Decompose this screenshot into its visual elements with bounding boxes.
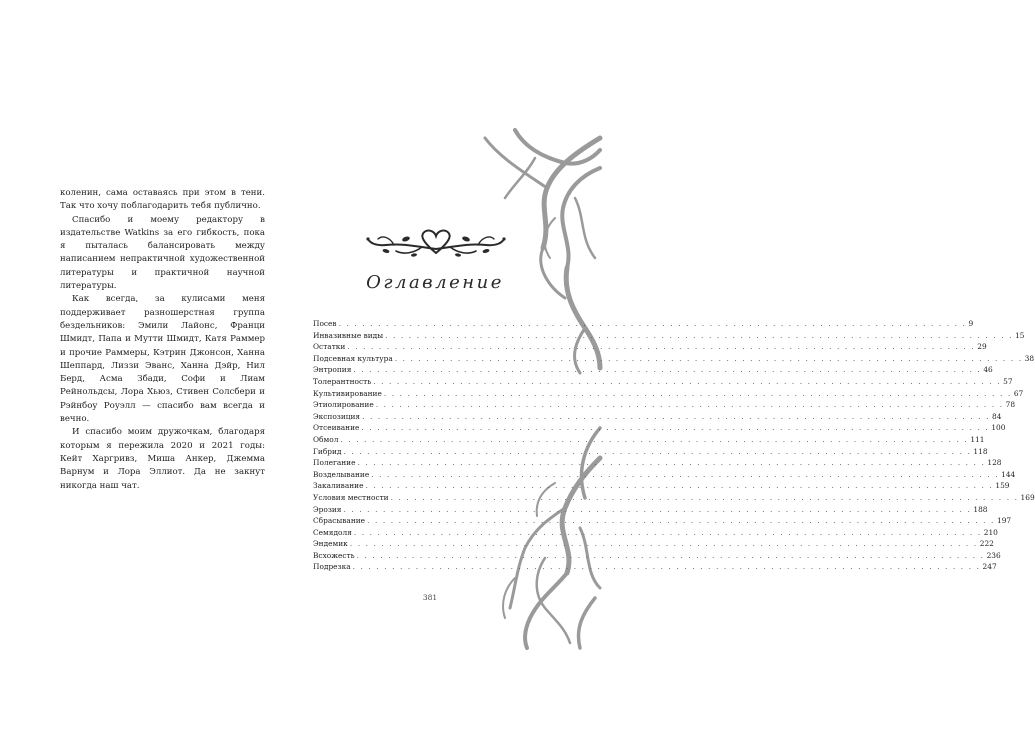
toc-entry-page: 210 (983, 527, 998, 537)
toc-entry-title: Семядоля (313, 527, 352, 537)
toc-entry (313, 341, 987, 353)
toc-entry-page: 67 (1013, 388, 1024, 398)
toc-entry (313, 422, 1006, 434)
toc-entry (313, 376, 1013, 388)
toc-entry-title: Эндемик (313, 539, 348, 549)
toc-entry-page: 38 (1024, 353, 1035, 363)
toc-leader-dots: . . . . . . . . . . . . . . . . . . . . . . . . . . . . . . . . . . . . . . . . . . . . . . . . . . . . . . . . . . . . . . . . . . . . . . . . . . . . . . . . (349, 539, 978, 549)
toc-entry (313, 515, 1012, 527)
toc-leader-dots: . . . . . . . . . . . . . . . . . . . . . . . . . . . . . . . . . . . . . . . . . . . . . . . . . . . . . . . . . . . . . . . . . . . . . . . . . . . . . . . . (367, 516, 995, 526)
toc-entry-title: Закаливание (313, 481, 364, 491)
toc-entry-page: 169 (1020, 492, 1035, 502)
toc-entry-page: 78 (1005, 400, 1016, 410)
toc-leader-dots: . . . . . . . . . . . . . . . . . . . . . . . . . . . . . . . . . . . . . . . . . . . . . . . . . . . . . . . . . . . . . . . . . . . . . . . . . . . . . . . . (371, 469, 1000, 479)
toc-entry (313, 411, 1002, 423)
toc-entry-title: Энтропия (313, 365, 352, 375)
toc-entry-title: Возделывание (313, 469, 370, 479)
toc-entry-page: 15 (1015, 330, 1025, 340)
toc-entry-title: Гибрид (313, 446, 342, 456)
toc-entry (313, 353, 1035, 365)
toc-leader-dots: . . . . . . . . . . . . . . . . . . . . . . . . . . . . . . . . . . . . . . . . . . . . . . . . . . . . . . . . . . . . . . . . . . . . . . . . . . . . . . . . (383, 388, 1012, 398)
toc-entry-page: 222 (979, 539, 994, 549)
heart-ornament-icon (364, 225, 508, 261)
page-number: 381 (422, 593, 438, 602)
toc-leader-dots: . . . . . . . . . . . . . . . . . . . . . . . . . . . . . . . . . . . . . . . . . . . . . . . . . . . . . . . . . . . . . . . . . . . . . . . . . . . . . . . . (356, 550, 985, 560)
toc-entry (313, 527, 998, 539)
toc-entry-title: Условия местности (313, 492, 389, 502)
toc-leader-dots: . . . . . . . . . . . . . . . . . . . . . . . . . . . . . . . . . . . . . . . . . . . . . . . . . . . . . . . . . . . . . . . . . . . . . . . . . . . . . . . . (362, 411, 991, 421)
toc-entry-title: Сбрасывание (313, 516, 366, 526)
toc-entry-title: Толерантность (313, 376, 372, 386)
toc-entry-page: 57 (1003, 376, 1013, 386)
toc-entry (313, 457, 1002, 469)
toc-leader-dots: . . . . . . . . . . . . . . . . . . . . . . . . . . . . . . . . . . . . . . . . . . . . . . . . . . . . . . . . . . . . . . . . . . . . . . . . . . . . . . . . (357, 458, 986, 468)
paragraph: Как всегда, за кулисами меня поддерживает разношерстная группа бездельников: Эмили Лайонс, Франци Шмидт, Папа и Мутти Шмидт, Катя Раммер и прочие Раммеры, Кэтрин Джонсон, Ханна Шеппард, Лиззи Эванс, Ханна Дэйр, Нил Берд, Асма Збади, Софи и Лиам Рейнольдсы, Лора Хьюз, Стивен Солсбери и Рэйнбоу Роуэлл — спасибо вам всегда и вечно. (60, 294, 265, 425)
toc-leader-dots: . . . . . . . . . . . . . . . . . . . . . . . . . . . . . . . . . . . . . . . . . . . . . . . . . . . . . . . . . . . . . . . . . . . . . . . . . . . . . . . . (347, 342, 976, 352)
toc-entry-title: Посев (313, 319, 337, 328)
toc-entry-title: Остатки (313, 342, 346, 352)
toc-entry-page: 197 (997, 516, 1012, 526)
toc-entry (313, 434, 985, 446)
toc-entry-title: Полегание (313, 458, 356, 468)
toc-leader-dots: . . . . . . . . . . . . . . . . . . . . . . . . . . . . . . . . . . . . . . . . . . . . . . . . . . . . . . . . . . . . . . . . . . . . . . . . . . . . . . . . (353, 527, 982, 537)
toc-leader-dots: . . . . . . . . . . . . . . . . . . . . . . . . . . . . . . . . . . . . . . . . . . . . . . . . . . . . . . . . . . . . . . . . . . . . . . . . . . . . . . . . (361, 423, 990, 433)
toc-leader-dots: . . . . . . . . . . . . . . . . . . . . . . . . . . . . . . . . . . . . . . . . . . . . . . . . . . . . . . . . . . . . . . . . . . . . . . . . . . . . . . . . (385, 330, 1014, 340)
toc-title: Оглавление (366, 272, 504, 293)
toc-entry-title: Всхожесть (313, 550, 355, 560)
toc-leader-dots: . . . . . . . . . . . . . . . . . . . . . . . . . . . . . . . . . . . . . . . . . . . . . . . . . . . . . . . . . . . . . . . . . . . . . . . . . . . . . . . . (375, 400, 1004, 410)
toc-leader-dots: . . . . . . . . . . . . . . . . . . . . . . . . . . . . . . . . . . . . . . . . . . . . . . . . . . . . . . . . . . . . . . . . . . . . . . . . . . . . . . . . (338, 319, 967, 328)
toc-entry (313, 469, 1016, 481)
toc-leader-dots: . . . . . . . . . . . . . . . . . . . . . . . . . . . . . . . . . . . . . . . . . . . . . . . . . . . . . . . . . . . . . . . . . . . . . . . . . . . . . . . . (343, 446, 972, 456)
toc-entry-page: 159 (995, 481, 1010, 491)
left-page-text (60, 187, 265, 493)
paragraph: И спасибо моим дружочкам, благодаря которым я пережила 2020 и 2021 годы: Кейт Харгривз, Миша Анкер, Джемма Варнум и Лора Эллиот. Да не закнут никогда наш чат. (60, 427, 265, 491)
toc-leader-dots: . . . . . . . . . . . . . . . . . . . . . . . . . . . . . . . . . . . . . . . . . . . . . . . . . . . . . . . . . . . . . . . . . . . . . . . . . . . . . . . . (353, 365, 982, 375)
toc-entry (313, 504, 988, 516)
toc-entry-title: Обмол (313, 434, 339, 444)
toc-entry (313, 480, 1010, 492)
toc-entry-page: 247 (982, 562, 997, 572)
toc-entry-page: 128 (987, 458, 1002, 468)
paragraph: коленин, сама оставаясь при этом в тени. Так что хочу поблагодарить тебя публично. (60, 188, 265, 212)
toc-entry (313, 550, 1001, 562)
toc-entry-page: 144 (1001, 469, 1016, 479)
toc-entry-page: 9 (968, 319, 974, 328)
toc-leader-dots: . . . . . . . . . . . . . . . . . . . . . . . . . . . . . . . . . . . . . . . . . . . . . . . . . . . . . . . . . . . . . . . . . . . . . . . . . . . . . . . . (343, 504, 972, 514)
table-of-contents (313, 318, 1035, 573)
toc-entry (313, 330, 1025, 342)
toc-entry (313, 538, 994, 550)
paragraph: Спасибо и моему редактору в издательстве Watkins за его гибкость, пока я пыталась балансировать между написанием непрактичной художественной литературы и практичной научной литературы. (60, 214, 265, 292)
toc-entry-title: Подрезка (313, 562, 351, 572)
toc-entry-page: 111 (970, 434, 985, 444)
toc-entry-page: 100 (991, 423, 1006, 433)
toc-entry-page: 118 (973, 446, 988, 456)
toc-entry-page: 188 (973, 504, 988, 514)
toc-leader-dots: . . . . . . . . . . . . . . . . . . . . . . . . . . . . . . . . . . . . . . . . . . . . . . . . . . . . . . . . . . . . . . . . . . . . . . . . . . . . . . . . (340, 434, 969, 444)
toc-entry-title: Этиолирование (313, 400, 374, 410)
toc-leader-dots: . . . . . . . . . . . . . . . . . . . . . . . . . . . . . . . . . . . . . . . . . . . . . . . . . . . . . . . . . . . . . . . . . . . . . . . . . . . . . . . . (365, 481, 994, 491)
toc-leader-dots: . . . . . . . . . . . . . . . . . . . . . . . . . . . . . . . . . . . . . . . . . . . . . . . . . . . . . . . . . . . . . . . . . . . . . . . . . . . . . . . . (390, 492, 1019, 502)
toc-entry (313, 399, 1016, 411)
toc-entry-page: 84 (992, 411, 1002, 421)
toc-entry-title: Инвазивные виды (313, 330, 384, 340)
toc-leader-dots: . . . . . . . . . . . . . . . . . . . . . . . . . . . . . . . . . . . . . . . . . . . . . . . . . . . . . . . . . . . . . . . . . . . . . . . . . . . . . . . . (373, 376, 1002, 386)
toc-entry (313, 492, 1035, 504)
toc-entry-page: 46 (983, 365, 993, 375)
toc-entry (313, 561, 997, 573)
toc-leader-dots: . . . . . . . . . . . . . . . . . . . . . . . . . . . . . . . . . . . . . . . . . . . . . . . . . . . . . . . . . . . . . . . . . . . . . . . . . . . . . . . . (394, 353, 1023, 363)
toc-entry-title: Эрозия (313, 504, 342, 514)
toc-entry (313, 318, 974, 330)
toc-leader-dots: . . . . . . . . . . . . . . . . . . . . . . . . . . . . . . . . . . . . . . . . . . . . . . . . . . . . . . . . . . . . . . . . . . . . . . . . . . . . . . . . (352, 562, 981, 572)
toc-entry-page: 29 (977, 342, 987, 352)
toc-entry (313, 388, 1024, 400)
toc-entry-page: 236 (986, 550, 1001, 560)
toc-entry-title: Подсевная культура (313, 353, 393, 363)
toc-entry-title: Культивирование (313, 388, 382, 398)
toc-entry (313, 446, 988, 458)
toc-entry-title: Экспозиция (313, 411, 361, 421)
toc-entry (313, 364, 993, 376)
toc-entry-title: Отсеивание (313, 423, 360, 433)
